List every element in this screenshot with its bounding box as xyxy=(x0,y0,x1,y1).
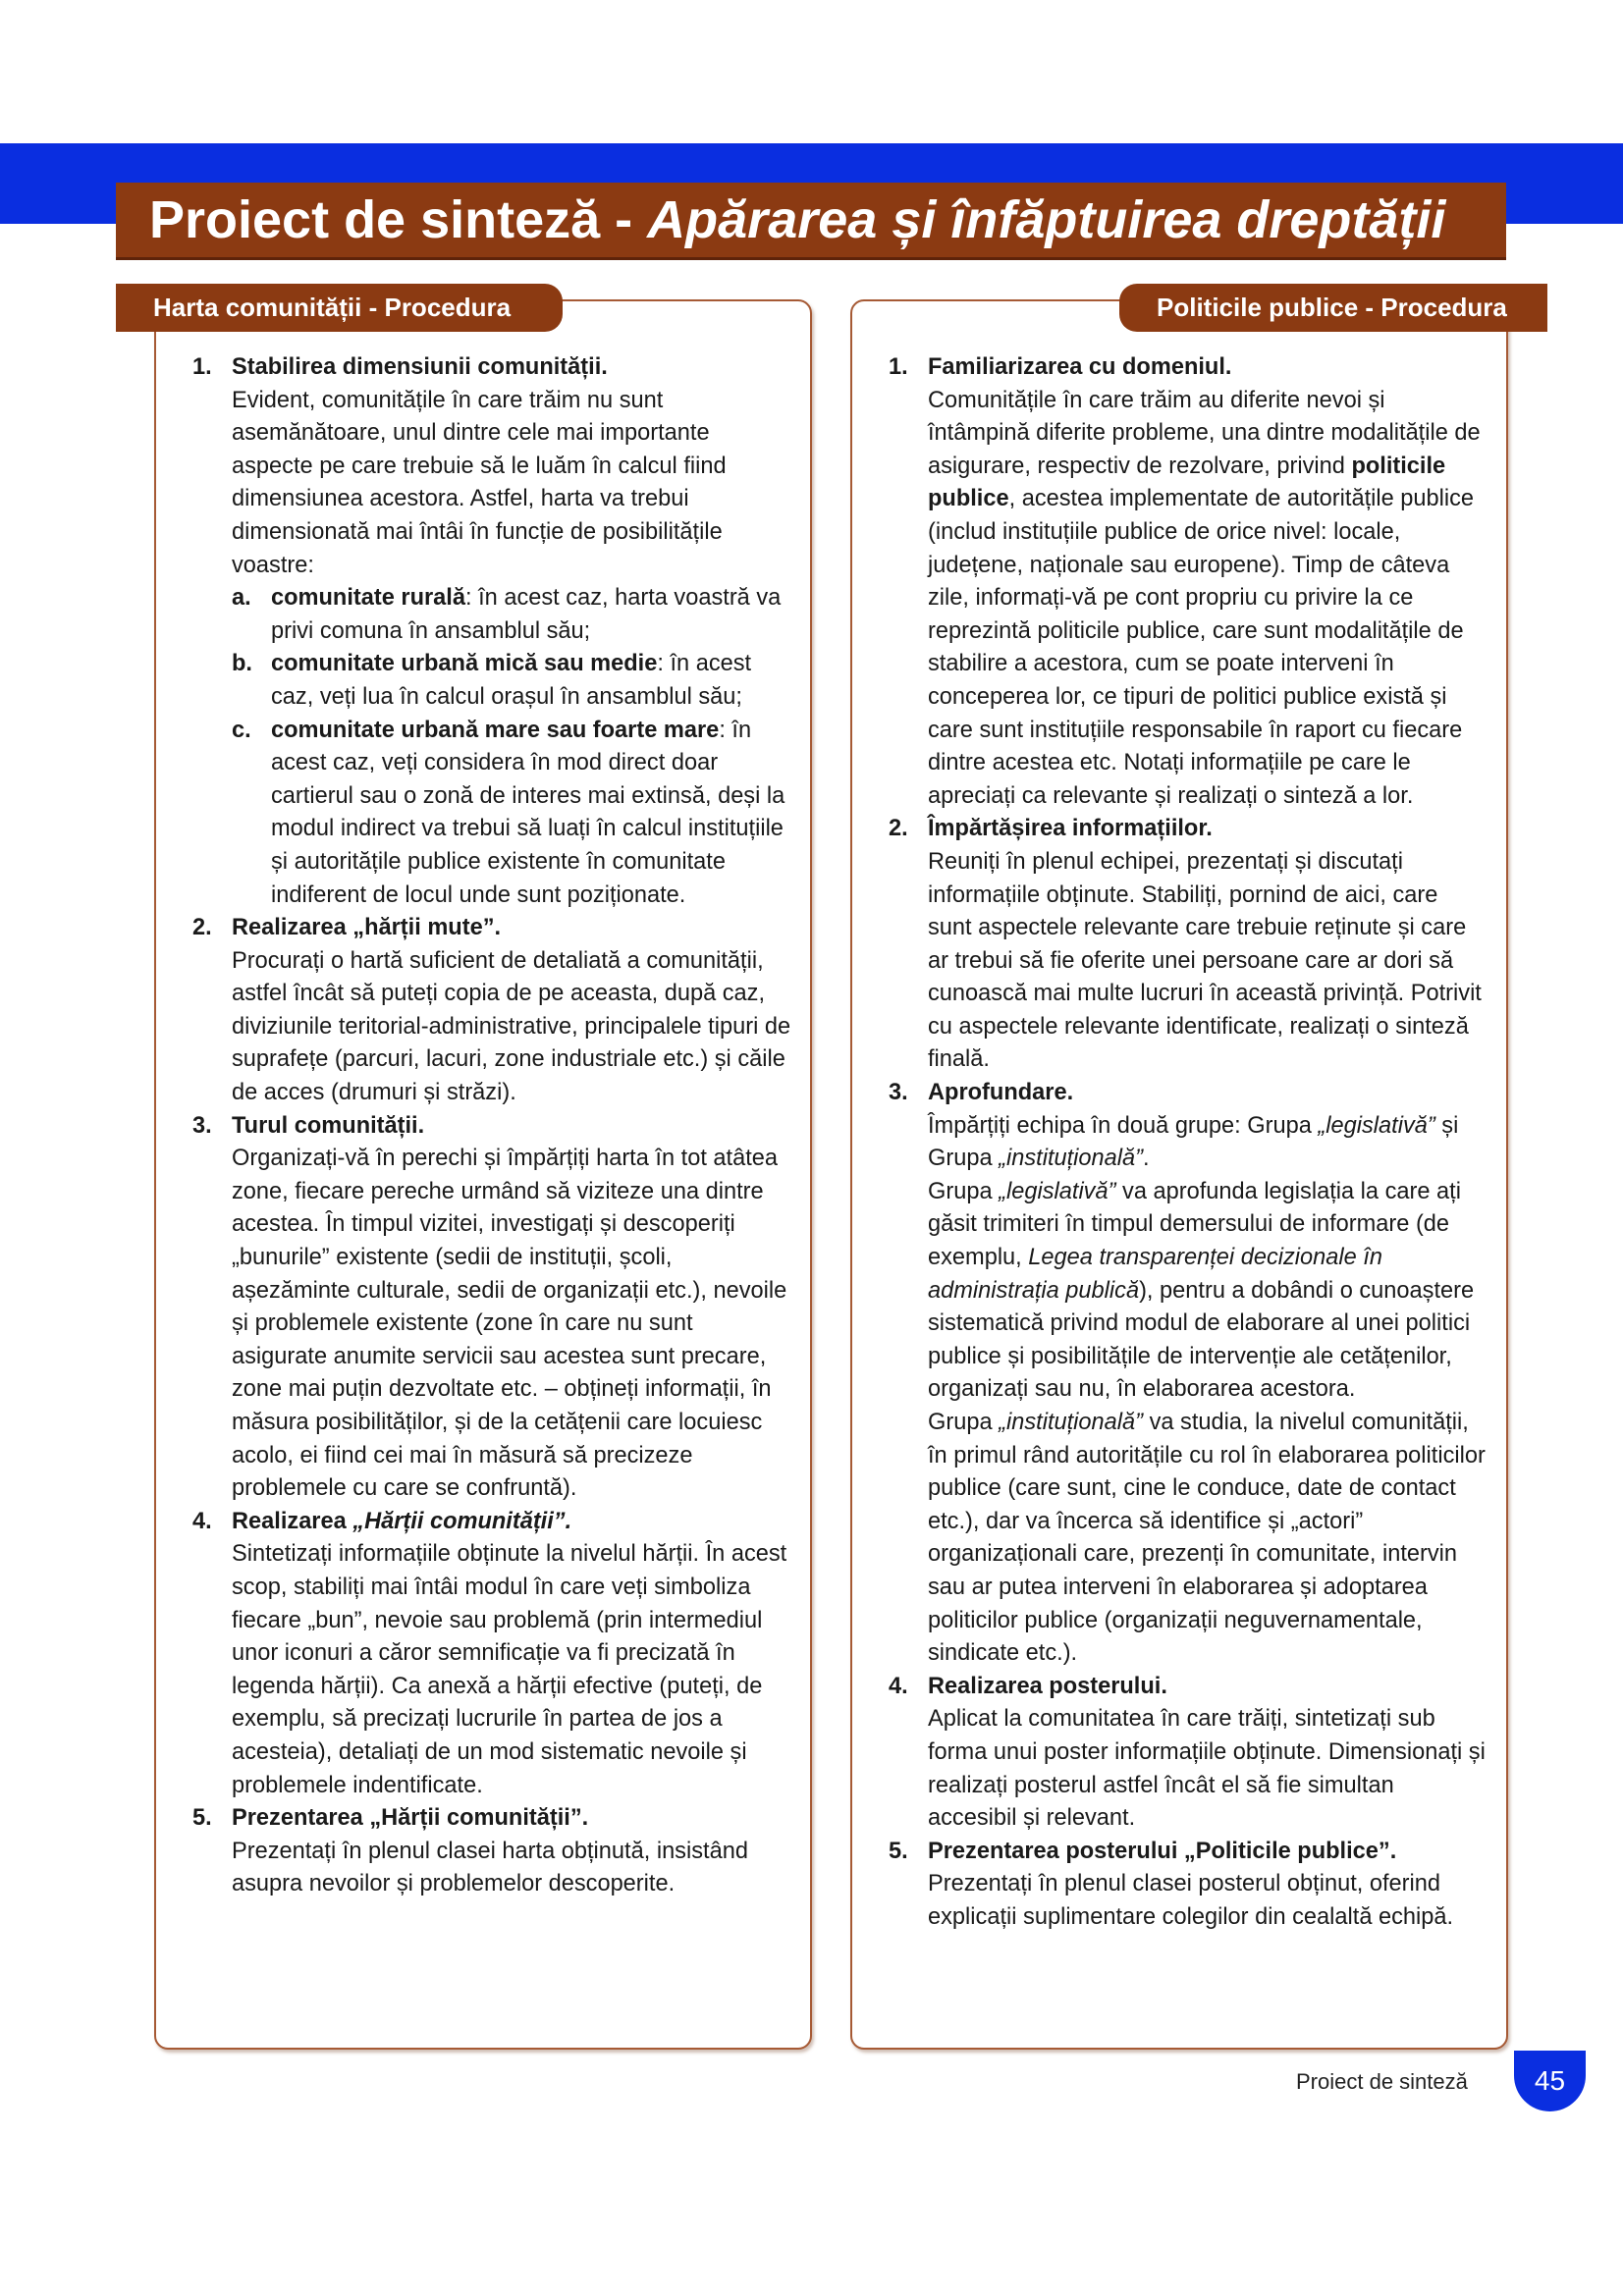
footer-section: Proiect de sinteză xyxy=(1296,2069,1468,2094)
item-number: 4. xyxy=(889,1673,908,1699)
text-part: și Grupa xyxy=(928,1112,1459,1172)
heading-plain: Realizarea xyxy=(232,1508,353,1534)
text-part: va aprofunda legislația la care ați găsit trimiteri în timpul demersului de informare (de exemplu, xyxy=(928,1178,1461,1271)
text-italic: „instituțională” xyxy=(999,1410,1144,1435)
text-part: Comunitățile în care trăim au diferite nevoi și întâmpină diferite probleme, una dintre modalitățile de asigurare, respectiv de rezolvare, privind xyxy=(928,387,1481,479)
sub-letter: c. xyxy=(232,717,251,743)
item-text: Aplicat la comunitatea în care trăiți, sintetizați sub forma unui poster informațiile obținute. Dimensionați și realizați posterul astfel încât el să fie simultan accesibil și relevant. xyxy=(928,1706,1486,1832)
item-text: Prezentați în plenul clasei harta obținută, insistând asupra nevoilor și problemelor descoperite. xyxy=(232,1838,748,1897)
sub-bold: comunitate urbană mare sau foarte mare xyxy=(271,717,720,743)
list-item xyxy=(192,351,791,912)
public-policy-procedure xyxy=(889,351,1488,1935)
text-part: Împărțiți echipa în două grupe: Grupa xyxy=(928,1112,1319,1139)
item-text: Sintetizați informațiile obținute la nivelul hărții. În acest scop, stabiliți mai întâi modul în care veți simboliza fiecare „bun”, nevoie sau problemă (prin intermediul unor iconuri a căror semnificație va fi precizată în legenda hărții). Ca anexă a hărții efective (puteți, de exemplu, să precizați lucrurile în partea de jos a acesteia), detaliați de un mod sistematic nevoile și problemele indentificate. xyxy=(232,1541,787,1798)
item-text xyxy=(928,385,1488,814)
item-number: 2. xyxy=(192,915,212,941)
item-heading xyxy=(232,1506,791,1539)
text-part: va studia, la nivelul comunității, în primul rând autoritățile cu rol în elaborarea politicilor publice (care sunt, cine le conduce, date de contact etc.), dar va încerca să identifice și „actori” organizaționali care, prezenți în comunitate, intervin sau ar putea interveni în elaborarea și adoptarea politicilor publice (organizații neguvernamentale, sindicate etc.). xyxy=(928,1410,1486,1667)
text-part: Grupa xyxy=(928,1410,1000,1435)
heading-italic: „Hărții comunității”. xyxy=(352,1508,572,1534)
item-text: Procurați o hartă suficient de detaliată a comunității, astfel încât să puteți copia de pe aceasta, după caz, diviziunile teritorial-administrative, principalele tipuri de suprafețe (parcuri, lacuri, zone industriale etc.) și căile de acces (drumuri și străzi). xyxy=(232,947,791,1106)
sub-item xyxy=(232,582,791,648)
item-text: Evident, comunitățile în care trăim nu sunt asemănătoare, unul dintre cele mai importante aspecte pe care trebuie să le luăm în calcul fiind dimensiunea acestora. Astfel, harta va trebui dimensionată mai întâi în funcție de posibilitățile voastre: xyxy=(232,387,727,578)
item-number: 4. xyxy=(192,1508,212,1534)
page-number: 45 xyxy=(1514,2051,1586,2111)
list-item xyxy=(192,1506,791,1802)
item-number: 5. xyxy=(192,1805,212,1832)
sub-text: : în acest caz, harta voastră va privi comuna în ansamblul său; xyxy=(271,585,782,644)
sub-text: : în acest caz, veți lua în calcul orașul în ansamblul său; xyxy=(271,651,752,710)
item-number: 3. xyxy=(889,1080,908,1106)
title-italic: Apărarea și înfăptuirea dreptății xyxy=(647,190,1446,249)
item-heading: Stabilirea dimensiunii comunității. xyxy=(232,354,608,380)
text-part: , acestea implementate de autoritățile publice (includ instituțiile publice de orice nivel: locale, județene, naționale sau europene). Timp de câteva zile, informați-vă pe cont propriu cu privire la ce reprezintă politicile publice, care sunt modalitățile de stabilire a acestora, cum se poate interveni în conceperea lor, ce tipuri de politici publice există și care sunt instituțiile responsabile în raport cu fiecare dintre acestea etc. Notați informațiile pe care le apreciați ca relevante și realizați o sinteză a lor. xyxy=(928,486,1475,809)
page-title xyxy=(116,183,1506,260)
text-italic: „legislativă” xyxy=(999,1178,1116,1204)
list-item xyxy=(192,912,791,1110)
public-policy-tab: Politicile publice - Procedura xyxy=(1119,284,1547,332)
sub-item xyxy=(232,715,791,913)
text-italic: Legea transparenței decizionale în administrația publică xyxy=(928,1245,1383,1304)
item-paragraph xyxy=(928,1110,1488,1176)
sub-letter: a. xyxy=(232,585,251,612)
item-heading: Familiarizarea cu domeniul. xyxy=(928,354,1232,380)
item-heading: Împărtășirea informațiilor. xyxy=(928,816,1213,842)
item-heading: Realizarea posterului. xyxy=(928,1673,1167,1699)
item-heading: Prezentarea posterului „Politicile publice”. xyxy=(928,1838,1397,1864)
item-heading: Prezentarea „Hărții comunității”. xyxy=(232,1805,589,1832)
list-item xyxy=(889,813,1488,1077)
text-italic: „legislativă” xyxy=(1318,1112,1435,1139)
item-text: Prezentați în plenul clasei posterul obținut, oferind explicații suplimentare colegilor din cealaltă echipă. xyxy=(928,1871,1454,1930)
sub-item xyxy=(232,648,791,714)
item-heading: Realizarea „hărții mute”. xyxy=(232,915,502,941)
list-item xyxy=(889,1077,1488,1671)
item-number: 5. xyxy=(889,1838,908,1864)
community-map-procedure xyxy=(192,351,791,1901)
item-number: 1. xyxy=(889,354,908,380)
item-paragraph xyxy=(928,1176,1488,1407)
list-item xyxy=(192,1110,791,1506)
item-number: 3. xyxy=(192,1112,212,1139)
sub-bold: comunitate rurală xyxy=(271,585,465,612)
text-italic: „instituțională” xyxy=(999,1146,1144,1172)
title-plain: Proiect de sinteză - xyxy=(149,190,633,249)
sub-text: : în acest caz, veți considera în mod direct doar cartierul sau o zonă de interes mai extinsă, deși la modul indirect va trebui să luați în calcul instituțiile și autoritățile publice existente în comunitate indiferent de locul unde sunt poziționate. xyxy=(271,717,785,908)
list-item xyxy=(889,351,1488,813)
text-bold: politicile publice xyxy=(928,453,1446,512)
community-map-tab: Harta comunității - Procedura xyxy=(116,284,563,332)
text-part: . xyxy=(1143,1146,1150,1172)
sub-bold: comunitate urbană mică sau medie xyxy=(271,651,658,677)
item-number: 2. xyxy=(889,816,908,842)
list-item xyxy=(192,1802,791,1901)
item-text: Organizați-vă în perechi și împărțiți harta în tot atâtea zone, fiecare pereche urmând să viziteze una dintre acestea. În timpul vizitei, investigați și descoperiți „bunurile” existente (sedii de instituții, școli, așezăminte culturale, sedii de organizații etc.), nevoile și problemele existente (zone în care nu sunt asigurate anumite servicii sau acestea sunt precare, zone mai puțin dezvoltate etc. – obțineți informații, în măsura posibilităților, și de la cetățenii care locuiesc acolo, ei fiind cei mai în măsură să precizeze problemele cu care se confruntă). xyxy=(232,1146,787,1502)
sub-letter: b. xyxy=(232,651,252,677)
item-text: Reuniți în plenul echipei, prezentați și discutați informațiile obținute. Stabiliți, pornind de aici, care sunt aspectele relevante care trebuie reținute și care ar trebui să fie oferite unei persoane care ar dori să cunoască mai multe lucruri în această privință. Potrivit cu aspectele relevante identificate, realizați o sinteză finală. xyxy=(928,848,1482,1073)
item-number: 1. xyxy=(192,354,212,380)
text-part: ), pentru a dobândi o cunoaștere sistematică privind modul de elaborare al unei politici publice și posibilitățile de intervenție ale cetățenilor, organizați sau nu, în elaborarea acestora. xyxy=(928,1277,1475,1403)
list-item xyxy=(889,1836,1488,1935)
item-heading: Turul comunității. xyxy=(232,1112,425,1139)
item-paragraph xyxy=(928,1407,1488,1671)
list-item xyxy=(889,1671,1488,1836)
text-part: Grupa xyxy=(928,1178,1000,1204)
item-heading: Aprofundare. xyxy=(928,1080,1074,1106)
